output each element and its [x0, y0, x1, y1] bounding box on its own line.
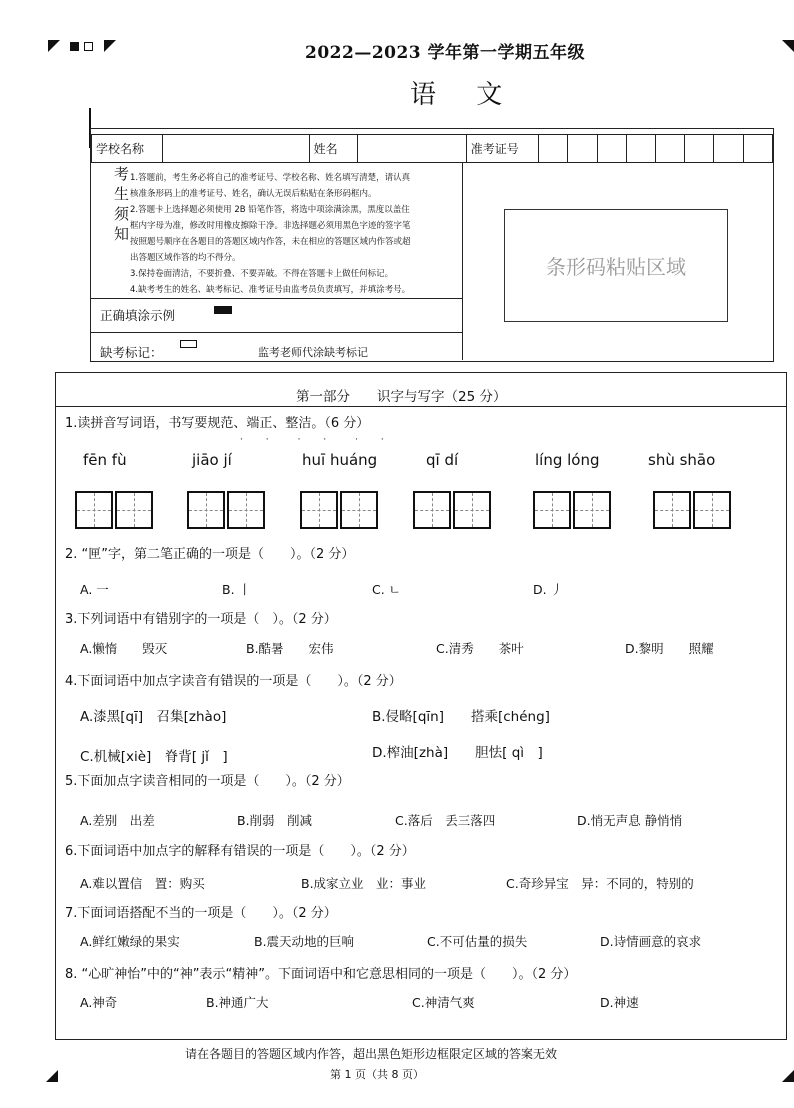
section-divider [56, 406, 786, 407]
q1-stem: 1.读拼音写词语，书写要规范、端正、整洁。（6 分） [65, 416, 370, 431]
corner-mark-bottom-right [782, 1070, 794, 1082]
q6-option-b[interactable]: B.成家立业 业：事业 [301, 876, 427, 891]
notice-line: 1.答题前，考生务必将自己的准考证号、学校名称、姓名填写清楚，请认真 [130, 173, 411, 183]
notice-line: 按照题号顺序在各题目的答题区域内作答，未在相应的答题区域内作答或超 [130, 237, 411, 247]
pinyin-6: shù shāo [648, 451, 716, 469]
q4-stem: 4.下面词语中加点字读音有错误的一项是（ ）。（2 分） [65, 674, 402, 689]
pinyin-5: líng lóng [535, 451, 600, 469]
corner-mark-top-left-2 [104, 40, 116, 52]
exam-no-label: 准考证号 [466, 135, 539, 163]
exam-title: 2022—2023 学年第一学期五年级 [305, 43, 586, 63]
q7-option-d[interactable]: D.诗情画意的哀求 [600, 934, 702, 949]
writing-grid-box[interactable] [573, 491, 611, 529]
q8-option-d[interactable]: D.神速 [600, 995, 639, 1010]
q2-stem: 2. “匣”字，第二笔正确的一项是（ ）。（2 分） [65, 547, 355, 562]
q7-option-a[interactable]: A.鲜红嫩绿的果实 [80, 934, 180, 949]
q6-option-a[interactable]: A.难以置信 置：购买 [80, 876, 205, 891]
notice-title: 考生须知 [114, 165, 130, 243]
q6-option-c[interactable]: C.奇珍异宝 异：不同的，特别的 [506, 876, 694, 891]
q5-option-c[interactable]: C.落后 丢三落四 [395, 813, 496, 828]
corner-mark-top-right [782, 40, 794, 52]
notice-divider-right [462, 162, 463, 360]
subject-title: 语 文 [410, 80, 519, 110]
corner-mark-bottom-left [46, 1070, 58, 1082]
q3-stem: 3.下列词语中有错别字的一项是（ ）。（2 分） [65, 612, 337, 627]
q7-option-b[interactable]: B.震天动地的巨响 [254, 934, 355, 949]
exam-no-digit[interactable] [626, 135, 655, 163]
pinyin-3: huī huáng [302, 451, 378, 469]
writing-grid-box[interactable] [75, 491, 113, 529]
absent-checkbox[interactable] [180, 340, 197, 348]
notice-line: 4.缺考考生的姓名、缺考标记、准考证号由监考员负责填写，并填涂考号。 [130, 285, 411, 295]
info-header-row [91, 134, 773, 163]
exam-no-digit[interactable] [568, 135, 597, 163]
school-field[interactable] [162, 135, 309, 163]
q2-option-c[interactable]: C. ㄴ [372, 582, 401, 597]
q2-option-b[interactable]: B. 丨 [222, 582, 252, 597]
pinyin-1: fēn fù [83, 451, 127, 469]
pinyin-2: jiāo jí [192, 451, 232, 469]
q8-stem: 8. “心旷神怡”中的“神”表示“精神”。下面词语中和它意思相同的一项是（ ）。（2 分） [65, 967, 577, 982]
exam-no-digit[interactable] [597, 135, 626, 163]
notice-line: 出答题区域作答的均不得分。 [130, 253, 241, 263]
page-number: 第 1 页（共 8 页） [330, 1068, 424, 1081]
q5-option-b[interactable]: B.削弱 削减 [237, 813, 313, 828]
notice-text [130, 170, 460, 298]
absent-note: 监考老师代涂缺考标记 [258, 346, 368, 359]
q4-option-a[interactable]: A.漆黑[qī] 召集[zhào] [80, 709, 227, 725]
q5-option-a[interactable]: A.差别 出差 [80, 813, 155, 828]
notice-line: 2.答题卡上选择题必须使用 2B 铅笔作答，将选中项涂满涂黑，黑度以盖住 [130, 205, 410, 215]
writing-grid-box[interactable] [300, 491, 338, 529]
school-label: 学校名称 [92, 135, 163, 163]
q6-stem: 6.下面词语中加点字的解释有错误的一项是（ ）。（2 分） [65, 844, 415, 859]
corner-mark-top-left [48, 40, 60, 52]
writing-grid-box[interactable] [187, 491, 225, 529]
exam-no-digit[interactable] [685, 135, 714, 163]
exam-no-digit[interactable] [743, 135, 772, 163]
section-title: 第一部分 识字与写字（25 分） [296, 389, 507, 405]
exam-no-digit[interactable] [714, 135, 743, 163]
q8-option-a[interactable]: A.神奇 [80, 995, 118, 1010]
writing-grid-box[interactable] [533, 491, 571, 529]
q8-option-b[interactable]: B.神通广大 [206, 995, 269, 1010]
q4-option-b[interactable]: B.侵略[qīn] 搭乘[chéng] [372, 709, 550, 725]
exam-no-digit[interactable] [539, 135, 568, 163]
q5-stem: 5.下面加点字读音相同的一项是（ ）。（2 分） [65, 774, 350, 789]
q3-option-d[interactable]: D.黎明 照耀 [625, 641, 714, 656]
footer-warning: 请在各题目的答题区域内作答，超出黑色矩形边框限定区域的答案无效 [185, 1047, 558, 1061]
writing-grid-box[interactable] [453, 491, 491, 529]
q3-option-c[interactable]: C.清秀 茶叶 [436, 641, 524, 656]
q7-option-c[interactable]: C.不可估量的损失 [427, 934, 528, 949]
q2-option-a[interactable]: A. 一 [80, 582, 109, 597]
q3-option-a[interactable]: A.懒惰 毁灭 [80, 641, 168, 656]
corner-square-empty [84, 42, 93, 51]
notice-divider-bottom-2 [91, 332, 462, 333]
q4-option-d[interactable]: D.榨油[zhà] 胆怯[ qì ] [372, 745, 543, 761]
notice-line: 核准条形码上的准考证号、姓名，确认无误后粘贴在条形码框内。 [130, 189, 377, 199]
q4-option-c[interactable]: C.机械[xiè] 脊背[ jǐ ] [80, 749, 228, 765]
writing-grid-box[interactable] [693, 491, 731, 529]
writing-grid-box[interactable] [653, 491, 691, 529]
writing-grid-box[interactable] [227, 491, 265, 529]
q2-option-d[interactable]: D. 丿 [533, 582, 564, 597]
name-field[interactable] [357, 135, 466, 163]
writing-grid-box[interactable] [413, 491, 451, 529]
absent-label: 缺考标记： [100, 345, 163, 360]
writing-grid-box[interactable] [115, 491, 153, 529]
q8-option-c[interactable]: C.神清气爽 [412, 995, 475, 1010]
q1-dots: · · · · · · [240, 435, 394, 445]
pinyin-4: qī dí [426, 451, 459, 469]
name-label: 姓名 [309, 135, 357, 163]
fill-example-mark [214, 306, 232, 314]
fill-example-label: 正确填涂示例 [100, 308, 176, 323]
notice-line: 框内字母为准，修改时用橡皮擦除干净。非选择题必须用黑色字迹的签字笔 [130, 221, 411, 231]
barcode-area: 条形码粘贴区域 [504, 209, 728, 322]
notice-divider-bottom [91, 298, 462, 299]
q7-stem: 7.下面词语搭配不当的一项是（ ）。（2 分） [65, 906, 337, 921]
q5-option-d[interactable]: D.悄无声息 静悄悄 [577, 813, 683, 828]
corner-square-filled [70, 42, 79, 51]
exam-no-digit[interactable] [656, 135, 685, 163]
notice-line: 3.保持卷面清洁，不要折叠、不要弄破。不得在答题卡上做任何标记。 [130, 269, 394, 279]
q3-option-b[interactable]: B.酷暑 宏伟 [246, 641, 334, 656]
writing-grid-box[interactable] [340, 491, 378, 529]
